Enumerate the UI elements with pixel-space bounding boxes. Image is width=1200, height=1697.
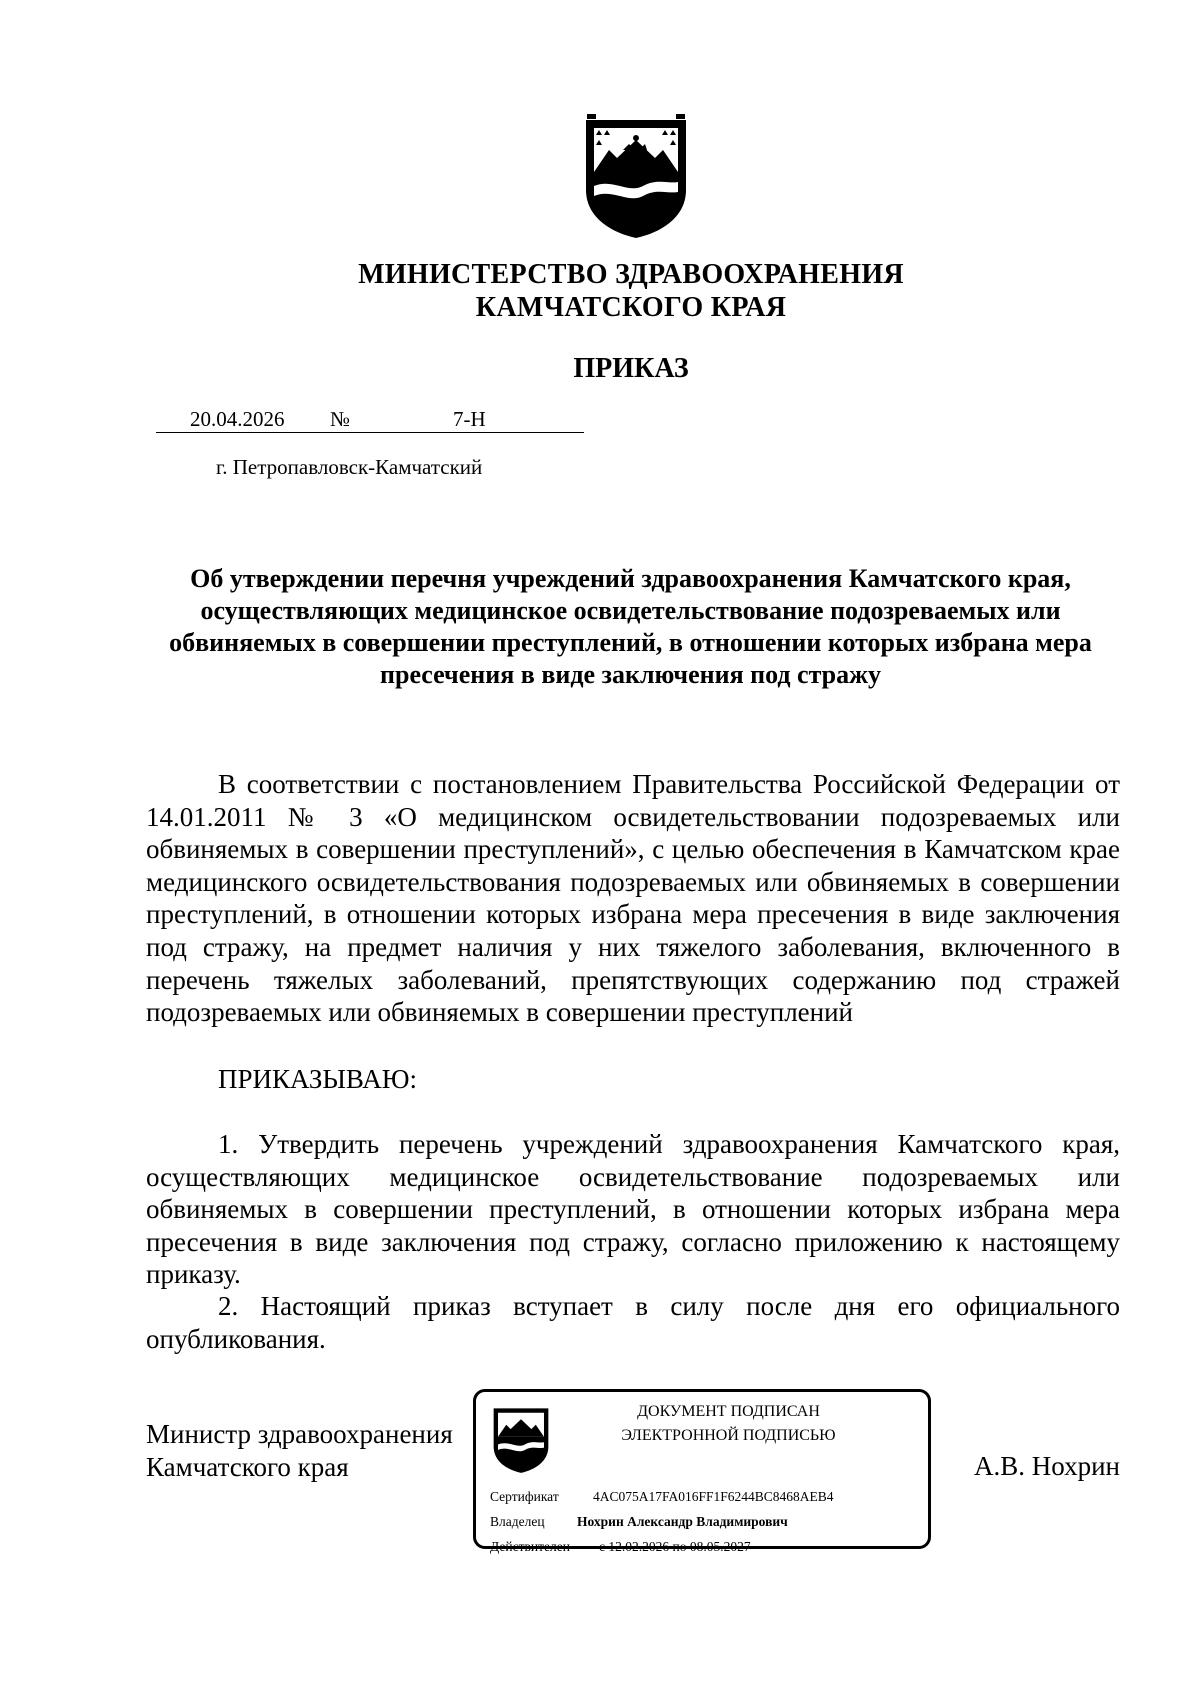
preamble-paragraph: В соответствии с постановлением Правительства Российской Федерации от 14.01.2011 № 3 «О медицинском освидетельствовании подозреваемых или обвиняемых в совершении преступлений», с целью обеспечения в Камчатском крае медицинского освидетельствования подозреваемых или обвиняемых в совершении преступлений, в отношении которых избрана мера пресечения в виде заключения под стражу, на предмет наличия у них тяжелого заболевания, включенного в перечень тяжелых заболеваний, препятствующих содержанию под стражей подозреваемых или обвиняемых в совершении преступлений xyxy=(146,769,1120,1028)
document-type: ПРИКАЗ xyxy=(573,353,689,384)
ministry-header xyxy=(0,258,1200,324)
electronic-signature-stamp xyxy=(473,1389,931,1554)
certificate-value: 4AC075A17FA016FF1F6244BC8468AEB4 xyxy=(593,1489,834,1504)
order-number: 7-Н xyxy=(453,407,486,431)
order-date-number-line xyxy=(156,406,584,433)
owner-label: Владелец xyxy=(490,1514,545,1529)
document-title: Об утверждении перечня учреждений здравоохранения Камчатского края, осуществляющих медицинское освидетельствование подозреваемых или обвиняемых в совершении преступлений, в отношении которых избрана мера пресечения в виде заключения под стражу xyxy=(169,564,1092,689)
stamp-title-line1: ДОКУМЕНТ ПОДПИСАН xyxy=(637,1403,820,1420)
signer-position-line1: Министр здравоохранения xyxy=(146,1419,453,1449)
number-sign: № xyxy=(330,407,351,431)
signer-position xyxy=(146,1418,453,1484)
order-item-1: 1. Утвердить перечень учреждений здравоохранения Камчатского края, осуществляющих медицинское освидетельствование подозреваемых или обвиняемых в совершении преступлений, в отношении которых избрана мера пресечения в виде заключения под стражу, согласно приложению к настоящему приказу. xyxy=(146,1129,1120,1290)
owner-value: Нохрин Александр Владимирович xyxy=(577,1514,788,1529)
signer-name: А.В. Нохрин xyxy=(974,1451,1120,1481)
stamp-validity-row xyxy=(490,1538,751,1556)
stamp-coat-of-arms-icon xyxy=(492,1402,550,1476)
stamp-certificate-row xyxy=(490,1488,834,1506)
ministry-name-line1: МИНИСТЕРСТВО ЗДРАВООХРАНЕНИЯ xyxy=(358,259,904,290)
ministry-name-line2: КАМЧАТСКОГО КРАЯ xyxy=(475,292,787,323)
validity-label: Действителен xyxy=(490,1539,570,1554)
order-city: г. Петропавловск-Камчатский xyxy=(216,455,483,479)
validity-value: с 12.02.2026 по 08.05.2027 xyxy=(599,1539,751,1554)
stamp-title-line2: ЭЛЕКТРОННОЙ ПОДПИСЬЮ xyxy=(621,1427,836,1444)
order-item-2: 2. Настоящий приказ вступает в силу после дня его официального опубликования. xyxy=(146,1291,1120,1354)
order-date: 20.04.2026 xyxy=(190,407,285,431)
coat-of-arms-icon xyxy=(583,112,689,240)
order-verb: ПРИКАЗЫВАЮ: xyxy=(218,1064,417,1094)
stamp-owner-row xyxy=(490,1513,788,1531)
certificate-label: Сертификат xyxy=(490,1489,559,1504)
stamp-title xyxy=(601,1400,856,1448)
signer-position-line2: Камчатского края xyxy=(146,1452,349,1482)
